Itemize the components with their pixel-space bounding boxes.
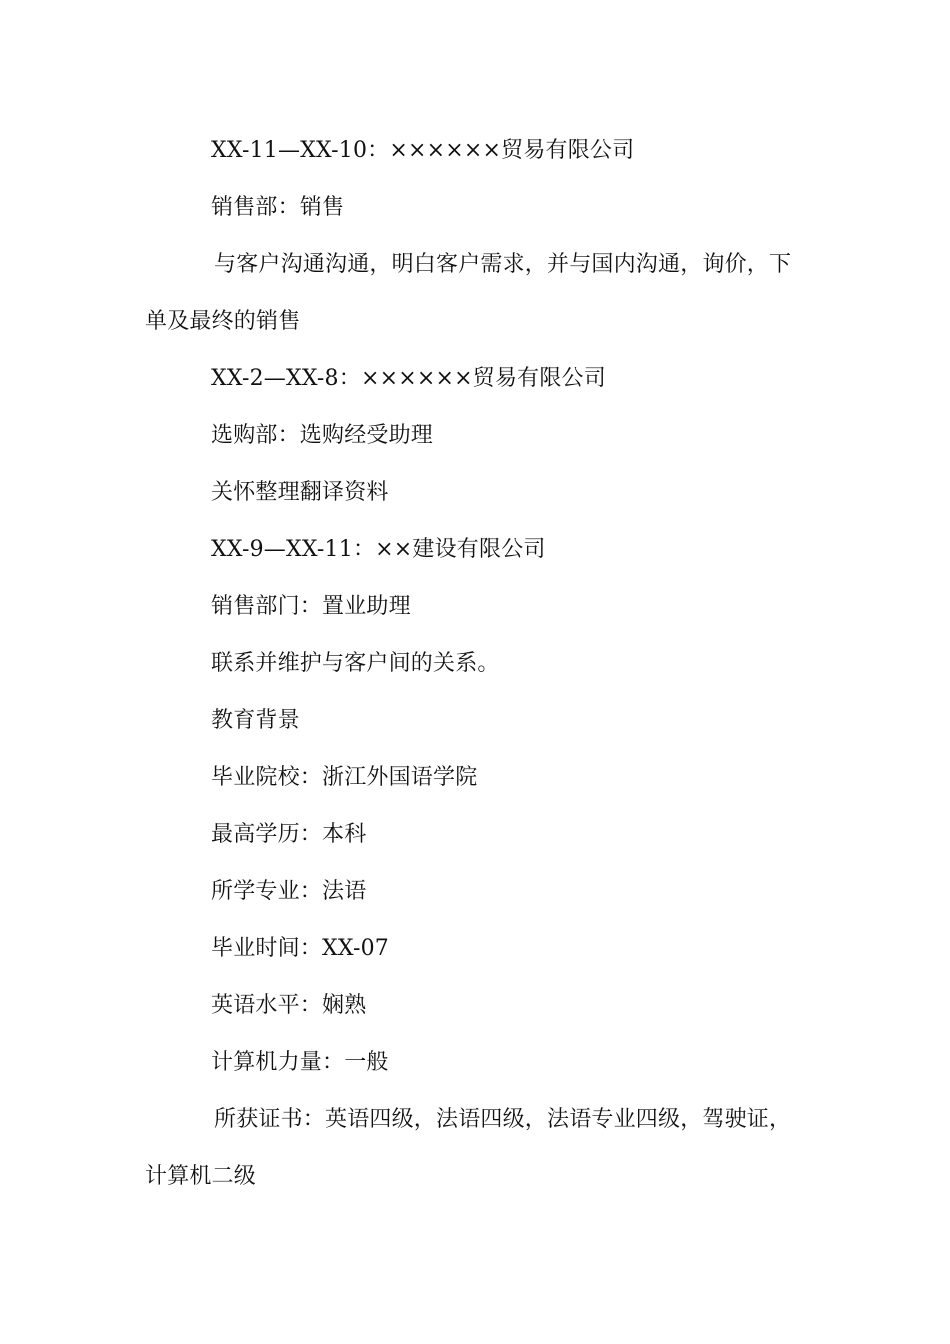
graduation-date: 毕业时间：XX-07 [211, 936, 389, 961]
job-1-description-continued: 单及最终的销售 [145, 309, 301, 334]
job-2-department-role: 选购部：选购经受助理 [211, 423, 434, 448]
job-3-description: 联系并维护与客户间的关系。 [211, 651, 500, 676]
computer-skill: 计算机力量：一般 [211, 1050, 389, 1075]
job-3-department-role: 销售部门：置业助理 [211, 594, 411, 619]
job-3-period-company: XX-9—XX-11：××建设有限公司 [211, 537, 546, 562]
job-1-description: 与客户沟通沟通，明白客户需求，并与国内沟通，询价，下 [214, 252, 792, 277]
certificates-continued: 计算机二级 [145, 1164, 257, 1189]
job-2-period-company: XX-2—XX-8：××××××贸易有限公司 [211, 366, 606, 391]
education-heading: 教育背景 [211, 708, 300, 733]
job-1-department-role: 销售部：销售 [211, 195, 345, 220]
english-level: 英语水平：娴熟 [211, 993, 367, 1018]
job-2-description: 关怀整理翻译资料 [211, 480, 389, 505]
graduation-school: 毕业院校：浙江外国语学院 [211, 765, 478, 790]
highest-degree: 最高学历：本科 [211, 822, 367, 847]
major: 所学专业：法语 [211, 879, 367, 904]
certificates: 所获证书：英语四级，法语四级，法语专业四级，驾驶证， [214, 1107, 792, 1132]
job-1-period-company: XX-11—XX-10：××××××贸易有限公司 [211, 138, 635, 163]
